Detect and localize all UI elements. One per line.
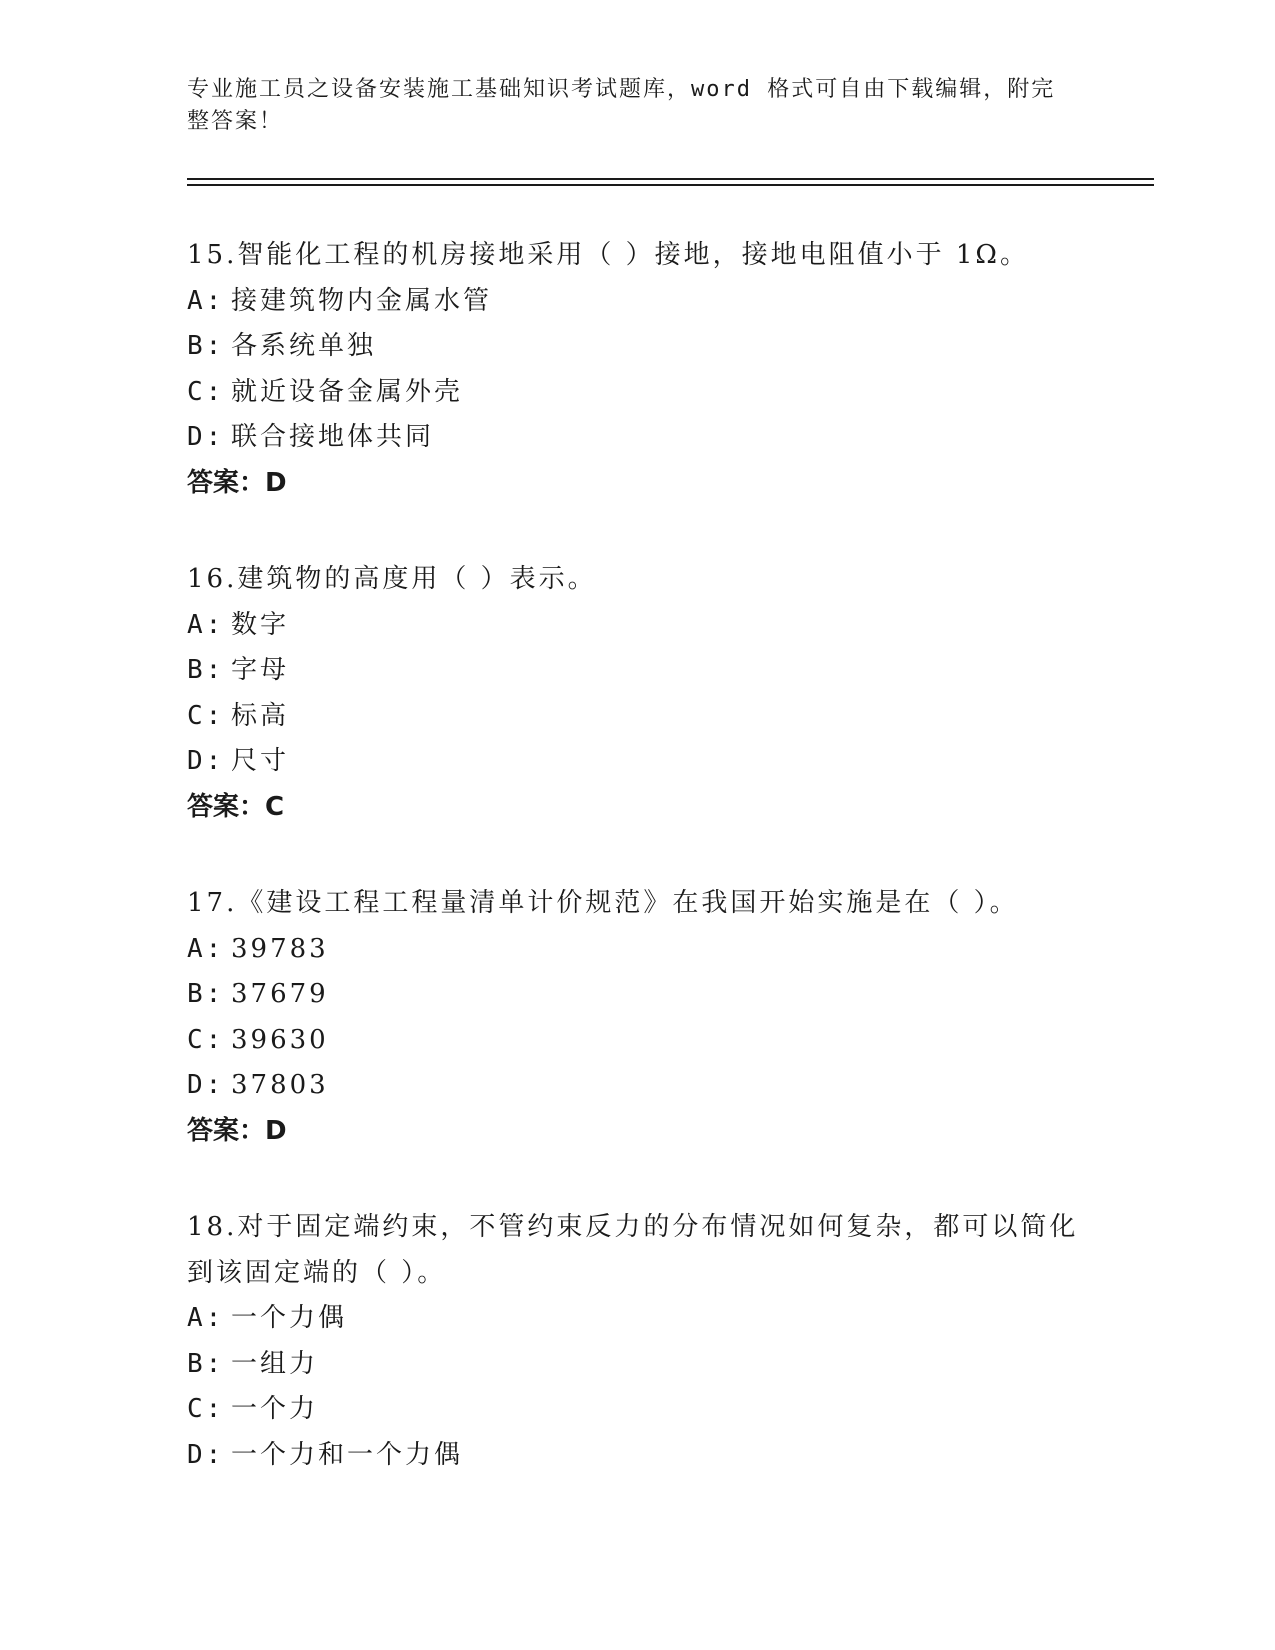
option-label: B: [187,331,225,361]
question-stem-line-2: 到该固定端的（ ）。 [187,1257,447,1288]
option-text: 37679 [231,979,329,1009]
answer-line: 答案：D [187,1115,287,1146]
option-label: B: [187,1348,225,1379]
option-text: 一组力 [231,1348,319,1379]
option-label: D: [187,746,225,776]
option-a [187,279,1087,325]
option-text: 39783 [231,933,329,964]
option-d [187,1063,1087,1109]
question-stem: 15.智能化工程的机房接地采用（ ）接地，接地电阻值小于 1Ω。 [187,240,1029,270]
option-label: A: [187,609,225,640]
option-text: 就近设备金属外壳 [231,376,464,407]
header-divider-top [187,178,1154,180]
option-text: 字母 [231,655,290,685]
option-text: 数字 [231,609,290,640]
question-18 [187,1205,1087,1478]
option-c [187,370,1087,416]
question-stem-line-1: 18.对于固定端约束，不管约束反力的分布情况如何复杂，都可以简化 [187,1212,1079,1242]
option-text: 标高 [231,700,290,731]
header-line-1: 专业施工员之设备安装施工基础知识考试题库，word 格式可自由下载编辑，附完 [187,77,1056,102]
option-d [187,739,1087,785]
option-c [187,1387,1087,1433]
header-divider-bottom [187,184,1154,186]
option-label: B: [187,979,225,1009]
question-stem: 16.建筑物的高度用（ ）表示。 [187,564,597,594]
option-c [187,1018,1087,1064]
option-label: C: [187,1024,225,1055]
option-b [187,648,1087,694]
option-text: 一个力和一个力偶 [231,1439,464,1470]
option-label: D: [187,422,225,452]
option-b [187,324,1087,370]
option-text: 一个力偶 [231,1303,348,1333]
option-label: B: [187,655,225,685]
question-15 [187,233,1087,506]
option-label: D: [187,1439,225,1470]
option-text: 37803 [231,1070,329,1100]
option-text: 接建筑物内金属水管 [231,285,493,316]
option-label: D: [187,1070,225,1100]
option-text: 各系统单独 [231,331,377,361]
document-header [187,74,1067,138]
option-b [187,972,1087,1018]
answer-line: 答案：C [187,791,285,822]
answer-line: 答案：D [187,467,287,498]
option-text: 尺寸 [231,746,290,776]
option-label: C: [187,1394,225,1424]
question-stem: 17.《建设工程工程量清单计价规范》在我国开始实施是在（ ）。 [187,888,1019,918]
option-a [187,603,1087,649]
option-d [187,1433,1087,1479]
question-17 [187,881,1087,1154]
option-label: C: [187,376,225,407]
option-b [187,1342,1087,1388]
option-text: 联合接地体共同 [231,422,435,452]
option-label: A: [187,1303,225,1333]
option-c [187,694,1087,740]
option-label: C: [187,700,225,731]
option-text: 39630 [231,1024,329,1055]
option-label: A: [187,285,225,316]
option-a [187,1296,1087,1342]
option-text: 一个力 [231,1394,319,1424]
question-list [187,233,1087,1529]
header-line-2: 整答案！ [187,109,284,134]
option-label: A: [187,933,225,964]
option-a [187,927,1087,973]
question-16 [187,557,1087,830]
option-d [187,415,1087,461]
